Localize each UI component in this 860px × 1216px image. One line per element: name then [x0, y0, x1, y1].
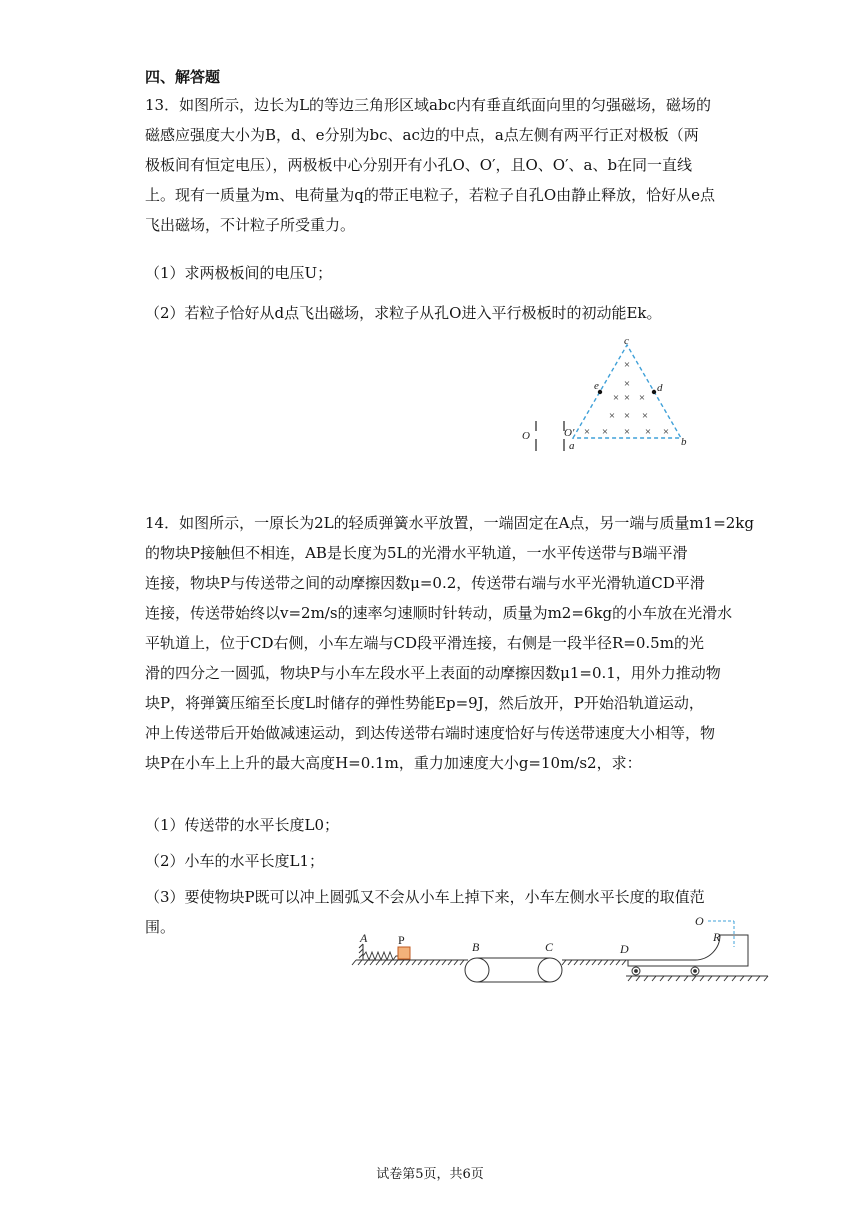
label-R: R — [713, 930, 721, 944]
q14-sub3-line1: （3）要使物块P既可以冲上圆弧又不会从小车上掉下来，小车左侧水平长度的取值范 — [145, 888, 705, 906]
spring — [363, 952, 401, 960]
q14-figure — [350, 912, 775, 990]
q14-text — [145, 508, 754, 778]
q13-line-4: 上。现有一质量为m、电荷量为q的带正电粒子，若粒子自孔O由静止释放，恰好从e点 — [145, 186, 716, 204]
label-O: O — [695, 914, 704, 928]
page-footer: 试卷第5页，共6页 — [376, 1167, 484, 1182]
point-d — [652, 390, 656, 394]
svg-text:×: × — [623, 392, 631, 404]
label-d: d — [657, 382, 663, 394]
label-B: B — [472, 940, 480, 954]
section-title: 四、解答题 — [145, 68, 221, 86]
svg-text:×: × — [601, 426, 609, 438]
radius-lines — [708, 921, 734, 947]
q14-line-6: 滑的四分之一圆弧，物块P与小车左段水平上表面的动摩擦因数μ1=0.1，用外力推动物 — [145, 664, 721, 682]
label-O: O — [522, 430, 530, 442]
q14-line-8: 冲上传送带后开始做减速运动，到达传送带右端时速度恰好与传送带速度大小相等，物 — [145, 724, 716, 742]
q14-sub2: （2）小车的水平长度L1； — [145, 852, 325, 870]
svg-text:×: × — [644, 426, 652, 438]
q13-line-5: 飞出磁场，不计粒子所受重力。 — [145, 216, 356, 234]
label-e: e — [594, 380, 599, 392]
label-C: C — [545, 940, 554, 954]
q14-sub1: （1）传送带的水平长度L0； — [145, 816, 340, 834]
ground-hatch-cart — [628, 976, 768, 981]
svg-text:×: × — [623, 426, 631, 438]
svg-text:×: × — [623, 410, 631, 422]
svg-text:×: × — [623, 359, 631, 371]
label-P: P — [398, 933, 405, 947]
q13-sub2: （2）若粒子恰好从d点飞出磁场，求粒子从孔O进入平行极板时的初动能Ek。 — [145, 304, 662, 322]
svg-text:×: × — [583, 426, 591, 438]
label-D: D — [620, 942, 629, 956]
q13-line-2: 磁感应强度大小为B，d、e分别为bc、ac边的中点，a点左侧有两平行正对极板（两 — [145, 126, 699, 144]
svg-text:×: × — [612, 392, 620, 404]
block-P — [398, 947, 410, 959]
svg-text:×: × — [662, 426, 670, 438]
ground-hatch-left — [352, 960, 464, 965]
conveyor-belt — [465, 958, 562, 982]
q14-line-3: 连接，物块P与传送带之间的动摩擦因数μ=0.2，传送带右端与水平光滑轨道CD平滑 — [145, 574, 705, 592]
wall-hatch — [359, 944, 363, 958]
svg-text:×: × — [623, 378, 631, 390]
q14-line-2: 的物块P接触但不相连，AB是长度为5L的光滑水平轨道，一水平传送带与B端平滑 — [145, 544, 688, 562]
q14-sub3-line2: 围。 — [145, 918, 176, 936]
q13-line-1: 13．如图所示，边长为L的等边三角形区域abc内有垂直纸面向里的匀强磁场，磁场的 — [145, 96, 711, 114]
label-b: b — [681, 436, 687, 448]
q14-line-4: 连接，传送带始终以v=2m/s的速率匀速顺时针转动，质量为m2=6kg的小车放在光滑水 — [145, 604, 733, 622]
cart — [628, 935, 748, 975]
q14-line-9: 块P在小车上上升的最大高度H=0.1m，重力加速度大小g=10m/s2，求： — [145, 754, 642, 772]
ground-hatch-CD — [562, 960, 626, 965]
svg-text:×: × — [638, 392, 646, 404]
q13-figure — [515, 335, 705, 460]
q13-text — [145, 90, 715, 240]
field-crosses — [584, 359, 669, 438]
label-O-prime: O′ — [564, 427, 575, 439]
label-A: A — [360, 931, 368, 945]
q14-line-5: 平轨道上，位于CD右侧，小车左端与CD段平滑连接，右侧是一段半径R=0.5m的光 — [145, 634, 704, 652]
svg-text:×: × — [608, 410, 616, 422]
q14-line-7: 块P，将弹簧压缩至长度L时储存的弹性势能Ep=9J，然后放开，P开始沿轨道运动， — [145, 694, 704, 712]
q13-sub1: （1）求两极板间的电压U； — [145, 264, 333, 282]
label-c: c — [624, 335, 629, 347]
q13-line-3: 极板间有恒定电压），两极板中心分别开有小孔O、O′，且O、O′、a、b在同一直线 — [145, 156, 693, 174]
svg-text:×: × — [641, 410, 649, 422]
q14-line-1: 14．如图所示，一原长为2L的轻质弹簧水平放置，一端固定在A点，另一端与质量m1=2kg — [145, 514, 754, 532]
label-a: a — [569, 440, 575, 452]
